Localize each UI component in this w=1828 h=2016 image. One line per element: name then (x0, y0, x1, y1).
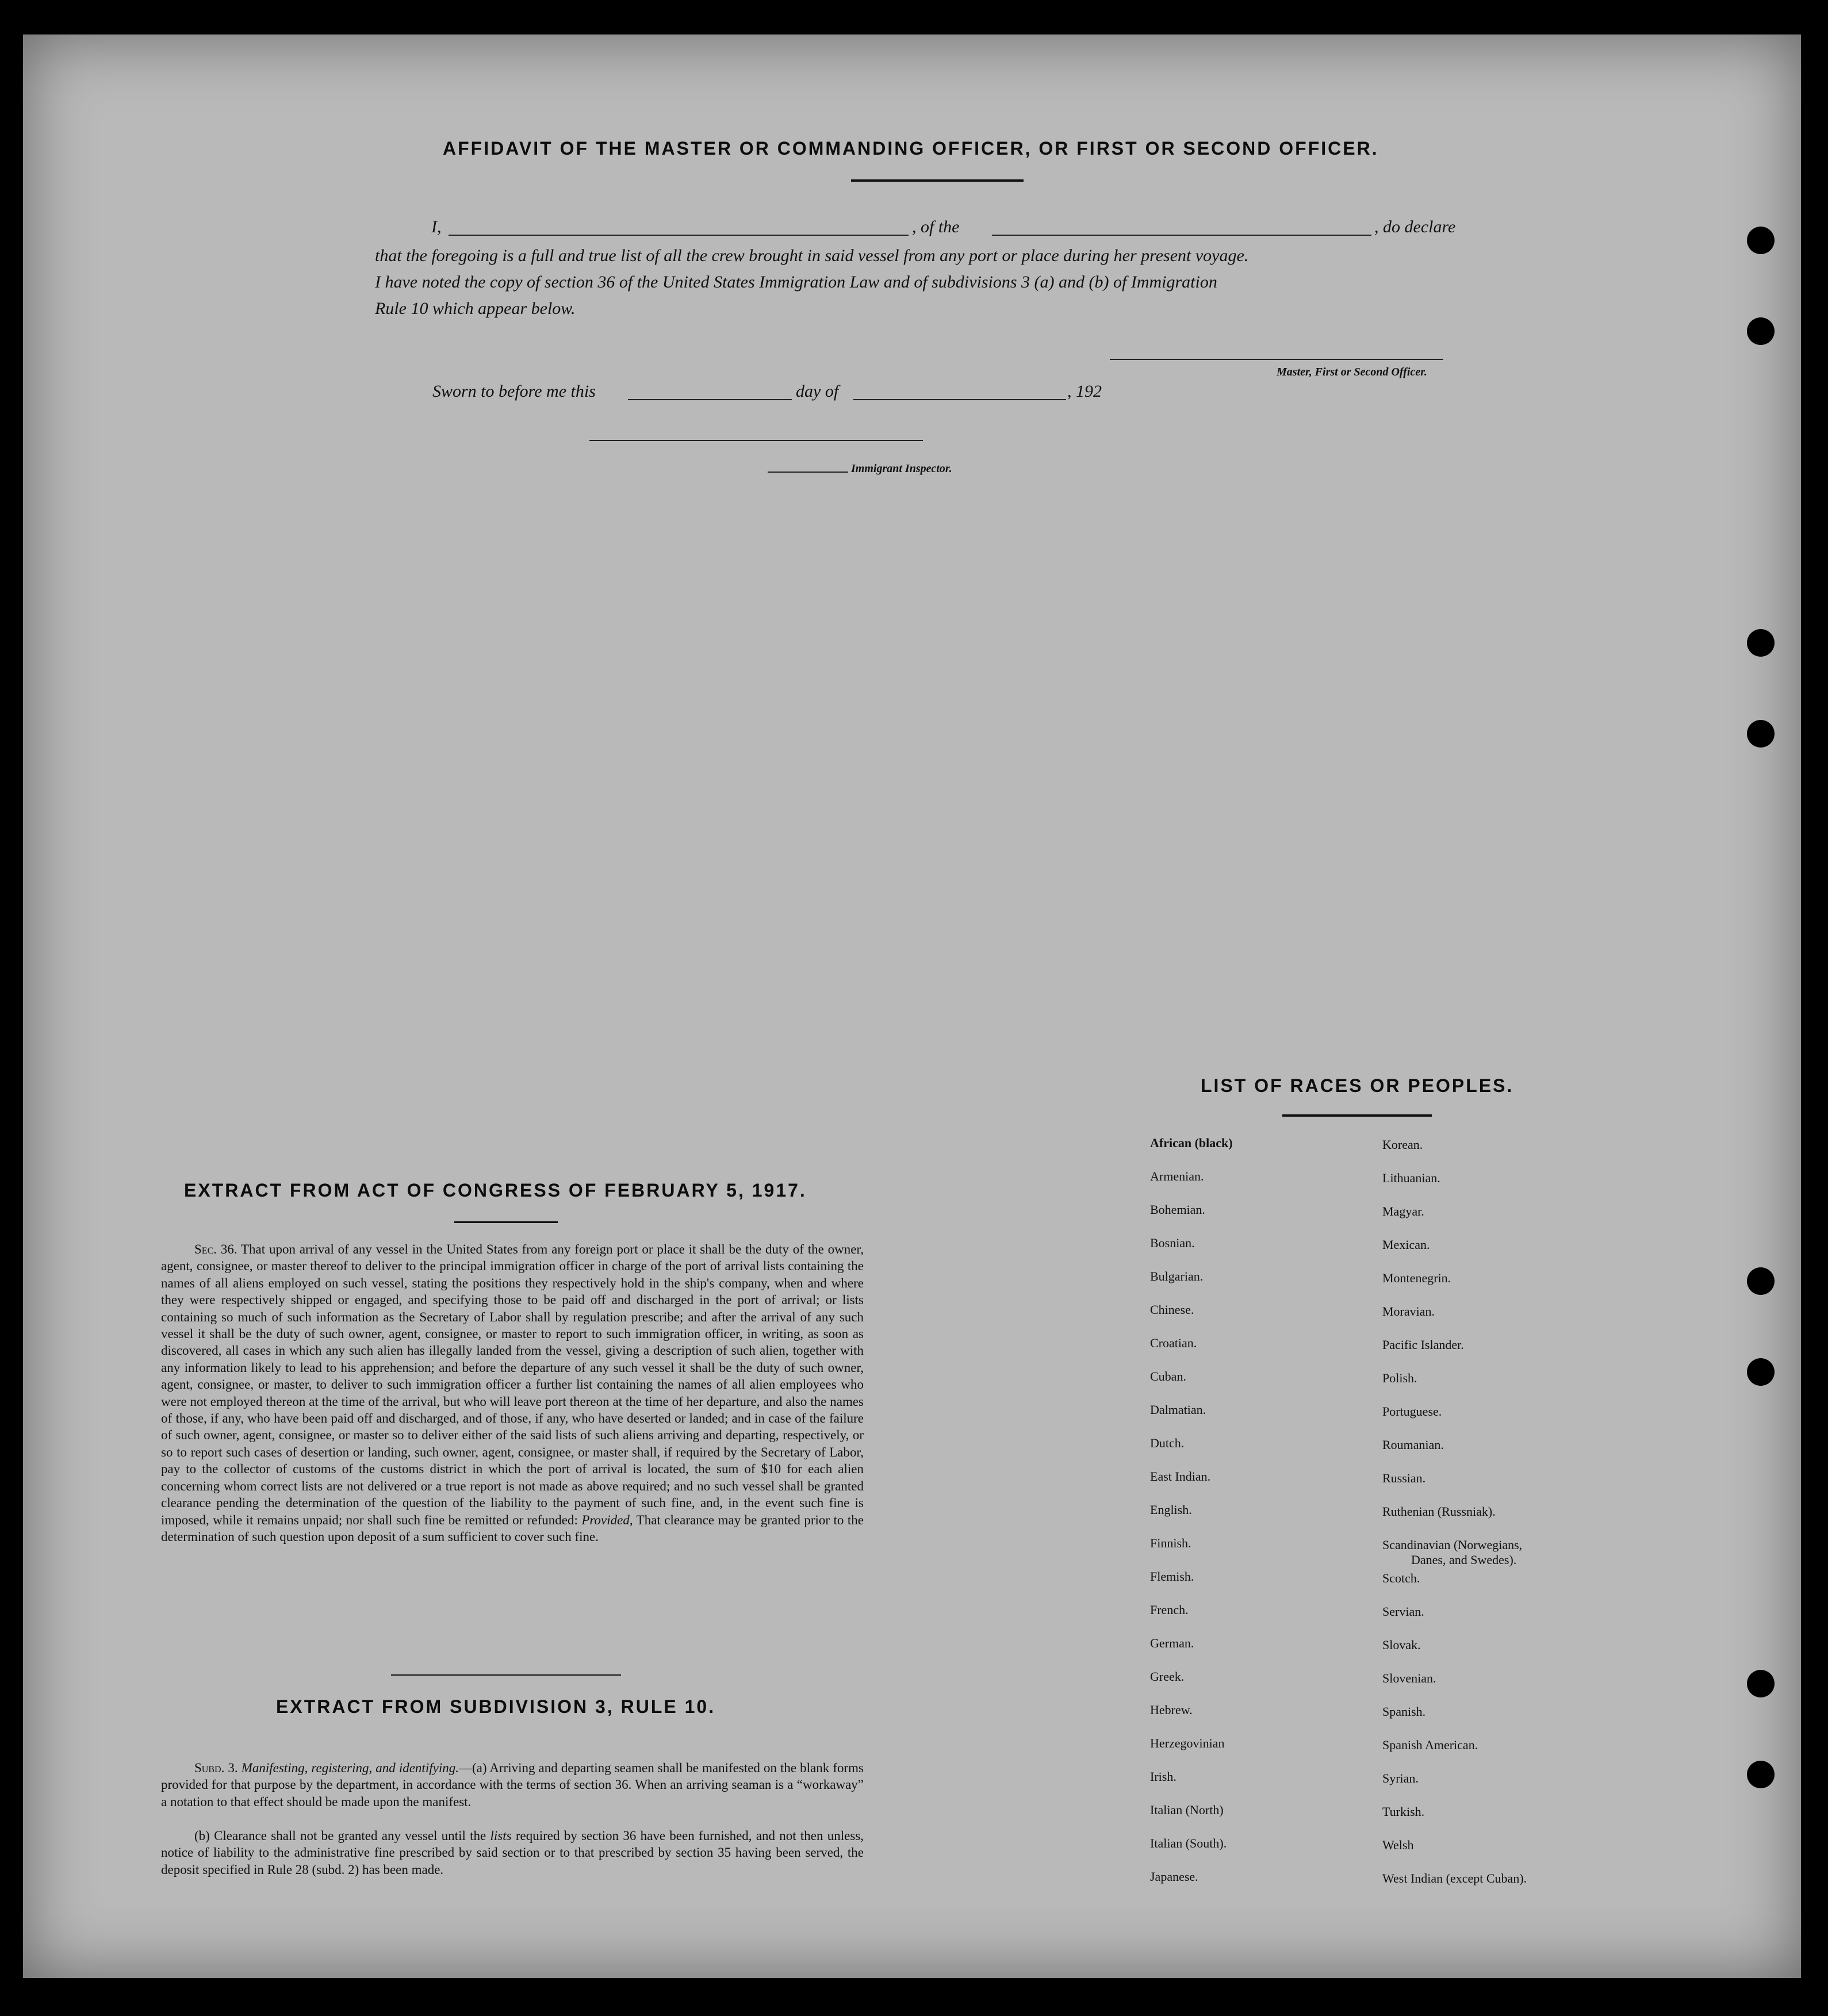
month-blank (853, 399, 1066, 400)
act-body-tail: That clearance may be granted prior to the determination of such question upon deposit of a sum sufficient to cover such fine. (161, 1512, 864, 1544)
punch-hole (1747, 227, 1775, 254)
race-right-item: Welsh (1382, 1838, 1414, 1852)
race-right-item: Spanish. (1382, 1704, 1426, 1719)
rule-paragraph-b (161, 1827, 864, 1878)
race-right-item: Korean. (1382, 1137, 1423, 1152)
act-body-text: That upon arrival of any vessel in the United States from any foreign port or place it shall be the duty of the owner, agent, consignee, or master thereof to deliver to the principal immigration officer in charge of the port of arrival lists containing the names of all aliens employed on such vessel, stating the positions they respectively hold in the ship's company, when and where they were respectively shipped or engaged, and specifying those to be paid off and discharged in the port of arrival; or lists containing so much of such information as the Secretary of Labor shall by regulation prescribe; and after the arrival of any such vessel it shall be the duty of such owner, agent, consignee, or master to report to such immigration officer, in writing, as soon as discovered, all cases in which any such alien has illegally landed from the vessel, giving a description of such alien, together with any information likely to lead to his apprehension; and before the departure of any such vessel it shall be the duty of such owner, agent, consignee, or master, to deliver to such immigration officer a further list containing the names of all alien employees who were not employed thereon at the time of the arrival, but who will leave port thereon at the time of her departure, and also the names of those, if any, who have been paid off and discharged, and of those, if any, who have deserted or landed; and in case of the failure of such owner, agent, consignee, or master so to deliver either of the said lists of such aliens arriving and departing, respectively, or so to report such cases of desertion or landing, such owner, agent, consignee, or master shall, if required by the Secretary of Labor, pay to the collector of customs of the customs district in which the port of arrival is located, the sum of $10 for each alien concerning whom correct lists are not delivered or a true report is not made as above required; and no such vessel shall be granted clearance pending the determination of the question of the liability to the payment of such fine, and, in the event such fine is imposed, while it remains unpaid; nor shall such fine be remitted or refunded: (161, 1242, 864, 1527)
inspector-short-line (768, 472, 848, 473)
race-left-item: East Indian. (1150, 1469, 1211, 1484)
race-right-item: Scotch. (1382, 1571, 1420, 1585)
punch-hole (1747, 1267, 1775, 1295)
sworn-day-of: day of (796, 382, 839, 401)
race-left-item: Italian (North) (1150, 1803, 1224, 1817)
name-blank (449, 235, 909, 236)
race-right-item: Polish. (1382, 1371, 1417, 1385)
race-left-item: Herzegovinian (1150, 1736, 1225, 1750)
affidavit-title: AFFIDAVIT OF THE MASTER OR COMMANDING OFFICER, OR FIRST OR SECOND OFFICER. (443, 138, 1379, 159)
rule-paragraph-a (161, 1760, 864, 1810)
punch-hole (1747, 317, 1775, 345)
race-right-item: Servian. (1382, 1604, 1424, 1619)
punch-hole (1747, 1358, 1775, 1386)
subd-para-b-start: (b) Clearance shall not be granted any vessel until the (194, 1829, 486, 1843)
race-left-item: Bohemian. (1150, 1202, 1205, 1217)
race-right-item: Pacific Islander. (1382, 1337, 1464, 1352)
race-left-item: Dalmatian. (1150, 1402, 1206, 1417)
race-right-item: Scandinavian (Norwegians, (1382, 1538, 1523, 1552)
act-title: EXTRACT FROM ACT OF CONGRESS OF FEBRUARY 5, 1917. (184, 1180, 807, 1201)
race-right-item: Montenegrin. (1382, 1271, 1451, 1285)
race-left-item: Cuban. (1150, 1369, 1186, 1383)
race-right-item: Ruthenian (Russniak). (1382, 1504, 1496, 1519)
race-right-item-continued: Danes, and Swedes). (1411, 1553, 1517, 1567)
affidavit-line-1 (431, 217, 1507, 237)
affidavit-line-4: Rule 10 which appear below. (375, 299, 576, 318)
race-left-item: African (black) (1150, 1136, 1233, 1150)
sworn-line (432, 382, 1122, 401)
act-title-rule (454, 1221, 558, 1223)
race-right-item: Magyar. (1382, 1204, 1424, 1218)
race-right-item: Roumanian. (1382, 1438, 1444, 1452)
punch-hole (1747, 629, 1775, 657)
race-left-item: Flemish. (1150, 1569, 1194, 1584)
vessel-blank (992, 235, 1371, 236)
document-page (23, 35, 1801, 1978)
race-right-item: Mexican. (1382, 1237, 1430, 1252)
race-right-item: Portuguese. (1382, 1404, 1442, 1419)
subd-para-b-lists: lists (490, 1829, 512, 1843)
affidavit-declare: , do declare (1374, 217, 1456, 236)
race-left-item: French. (1150, 1603, 1189, 1617)
sworn-prefix: Sworn to before me this (432, 382, 596, 401)
race-right-item: Lithuanian. (1382, 1171, 1440, 1185)
race-left-item: Bulgarian. (1150, 1269, 1204, 1283)
race-left-item: Japanese. (1150, 1869, 1198, 1884)
act-section-36 (161, 1241, 864, 1545)
act-provided: Provided, (581, 1512, 633, 1527)
subd-label: Subd. 3. (194, 1761, 238, 1775)
day-blank (628, 399, 792, 400)
act-sec-label: Sec. 36. (194, 1242, 237, 1256)
punch-hole (1747, 720, 1775, 748)
race-right-item: West Indian (except Cuban). (1382, 1871, 1527, 1885)
subd-para-b-end: required by section 36 have been furnished, and not then unless, notice of liability to the administrative fine prescribed by said section or to that prescribed by section 35 having been served, the deposit specified in Rule 28 (subd. 2) has been made. (161, 1829, 864, 1877)
master-signature-line (1110, 359, 1443, 360)
punch-hole (1747, 1670, 1775, 1697)
affidavit-title-rule (851, 179, 1024, 182)
race-right-item: Turkish. (1382, 1804, 1425, 1819)
inspector-signature-line (589, 440, 923, 441)
race-left-item: German. (1150, 1636, 1194, 1650)
race-left-item: Dutch. (1150, 1436, 1185, 1450)
race-right-item: Spanish American. (1382, 1738, 1478, 1752)
subd-heading: Manifesting, registering, and identifying. (241, 1761, 459, 1775)
race-left-item: Hebrew. (1150, 1703, 1193, 1717)
race-right-item: Slovenian. (1382, 1671, 1436, 1685)
affidavit-line-3: I have noted the copy of section 36 of the United States Immigration Law and of subdivisions 3 (a) and (b) of Immigration (375, 273, 1217, 292)
race-right-item: Moravian. (1382, 1304, 1435, 1319)
races-title-rule (1282, 1114, 1432, 1117)
race-left-item: Bosnian. (1150, 1236, 1195, 1250)
race-left-item: Croatian. (1150, 1336, 1197, 1350)
races-title: LIST OF RACES OR PEOPLES. (1201, 1075, 1514, 1096)
master-caption: Master, First or Second Officer. (1277, 366, 1427, 378)
race-right-item: Slovak. (1382, 1638, 1421, 1652)
inspector-caption: Immigrant Inspector. (851, 462, 952, 475)
race-left-item: English. (1150, 1503, 1192, 1517)
sworn-year: , 192 (1067, 382, 1102, 401)
race-right-item: Syrian. (1382, 1771, 1419, 1785)
act-end-rule (391, 1674, 621, 1676)
race-left-item: Armenian. (1150, 1169, 1204, 1183)
race-left-item: Irish. (1150, 1769, 1176, 1784)
race-left-item: Finnish. (1150, 1536, 1191, 1550)
race-left-item: Italian (South). (1150, 1836, 1227, 1850)
punch-hole (1747, 1761, 1775, 1788)
subd-para-a: —(a) Arriving and departing seamen shall be manifested on the blank forms provided for that purpose by the department, in accordance with the terms of section 36. When an arriving seaman is a “workaway” a notation to that effect should be made upon the manifest. (161, 1761, 864, 1809)
rule-title: EXTRACT FROM SUBDIVISION 3, RULE 10. (276, 1696, 716, 1717)
race-left-item: Chinese. (1150, 1302, 1194, 1317)
affidavit-of-the: , of the (912, 217, 960, 236)
race-right-item: Russian. (1382, 1471, 1426, 1485)
affidavit-i: I, (431, 217, 442, 236)
affidavit-line-2: that the foregoing is a full and true list of all the crew brought in said vessel from any port or place during her present voyage. (375, 246, 1249, 265)
race-left-item: Greek. (1150, 1669, 1185, 1684)
